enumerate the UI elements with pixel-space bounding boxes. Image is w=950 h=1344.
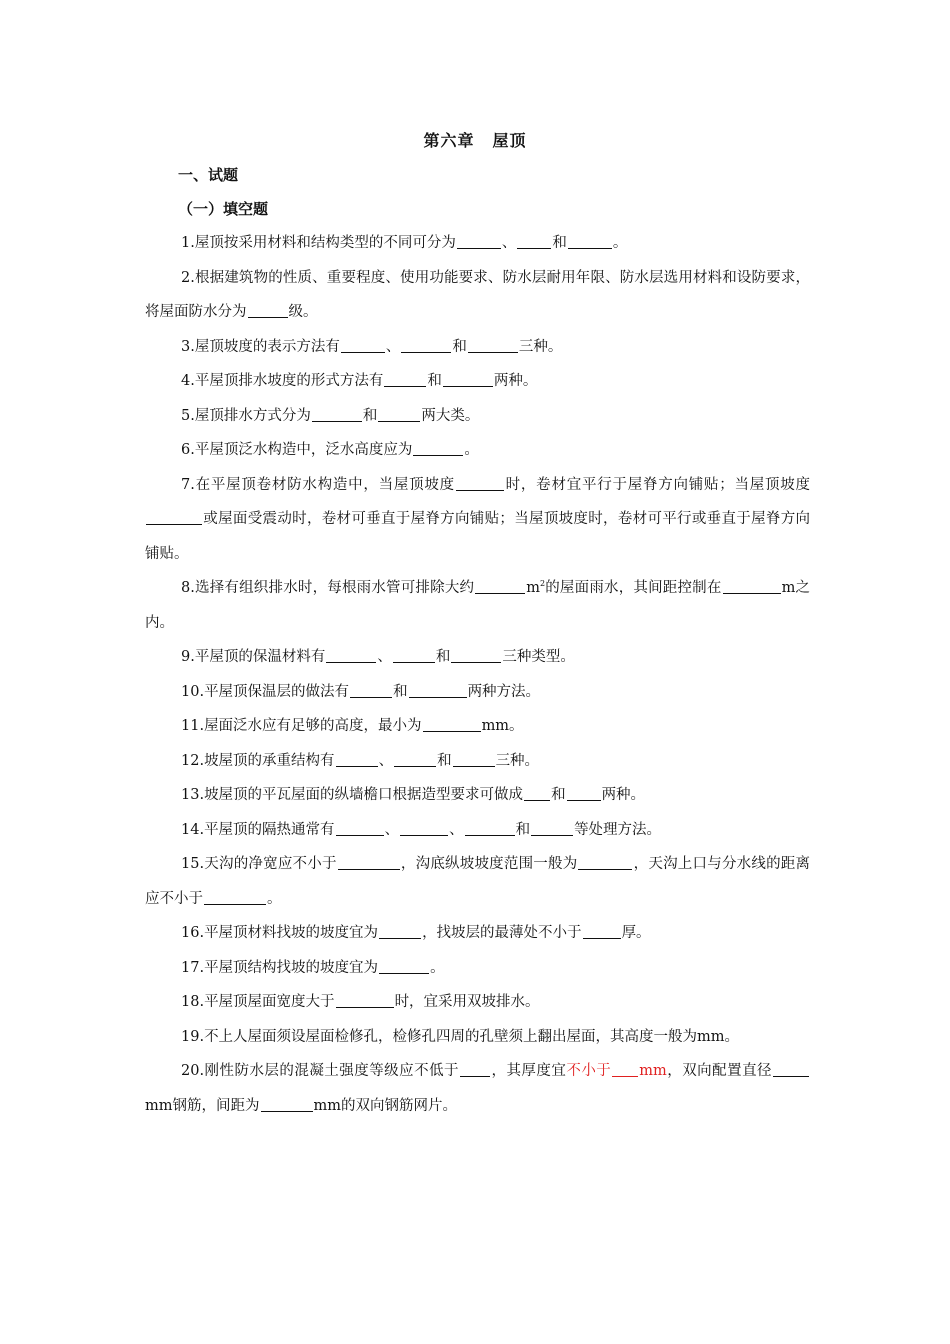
blank[interactable] (338, 855, 400, 871)
blank[interactable] (517, 234, 551, 250)
chapter-number: 第六章 (423, 131, 475, 150)
blank[interactable] (531, 820, 573, 836)
blank[interactable] (465, 820, 515, 836)
blank[interactable] (468, 337, 518, 353)
question-8: 8.选择有组织排水时，每根雨水管可排除大约 $m^2$的屋面雨水，其间距控制在 m之内。 (145, 579, 811, 631)
question-3: 3.屋顶坡度的表示方法有 、 和 三种。 (181, 338, 563, 355)
chapter-name: 屋顶 (492, 131, 527, 150)
question-18: 18.平屋顶屋面宽度大于 时，宜采用双坡排水。 (181, 994, 540, 1010)
blank[interactable] (401, 337, 451, 353)
blank[interactable] (146, 510, 202, 526)
question-10: 10.平屋顶保温层的做法有 和 两种方法。 (181, 683, 541, 700)
blank[interactable] (475, 579, 525, 595)
blank[interactable] (460, 1062, 490, 1078)
blank[interactable] (567, 786, 601, 802)
blank[interactable] (568, 234, 612, 250)
question-1: 1.屋顶按采用材料和结构类型的不同可分为 、 和 。 (181, 235, 628, 251)
blank[interactable] (394, 751, 436, 767)
blank[interactable] (393, 648, 435, 664)
question-15: 15.天沟的净宽应不小于 ，沟底纵坡坡度范围一般为 ，天沟上口与分水线的距离应不小于 。 (145, 856, 811, 907)
blank[interactable] (204, 889, 266, 905)
highlighted-text: 不小于 mm (566, 1063, 667, 1079)
question-6: 6.平屋顶泛水构造中，泛水高度应为 。 (181, 442, 479, 458)
blank[interactable] (524, 786, 550, 802)
question-9: 9.平屋顶的保温材料有 、 和 三种类型。 (181, 649, 575, 665)
blank[interactable] (413, 441, 463, 457)
blank[interactable] (248, 303, 288, 319)
blank[interactable] (336, 820, 384, 836)
question-4: 4.平屋顶排水坡度的形式方法有 和 两种。 (181, 373, 538, 389)
blank[interactable] (723, 579, 781, 595)
question-17: 17.平屋顶结构找坡的坡度宜为 。 (181, 959, 445, 976)
question-5: 5.屋顶排水方式分为 和 两大类。 (181, 407, 480, 424)
question-13: 13.坡屋顶的平瓦屋面的纵墙檐口根据造型要求可做成 和 两种。 (181, 787, 646, 803)
blank[interactable] (400, 820, 448, 836)
blank[interactable] (612, 1062, 638, 1078)
question-19: 19.不上人屋面须设屋面检修孔，检修孔四周的孔壁须上翻出屋面，其高度一般为mm。 (181, 1028, 740, 1045)
blank[interactable] (456, 475, 504, 491)
blank[interactable] (773, 1062, 809, 1078)
blank[interactable] (350, 682, 392, 698)
chapter-title (0, 128, 950, 151)
blank[interactable] (379, 924, 421, 940)
question-20: 20.刚性防水层的混凝土强度等级应不低于 ，其厚度宜不小于 mm，双向配置直径mm钢筋，间距为 mm的双向钢筋网片。 (145, 1054, 810, 1123)
blank[interactable] (583, 924, 621, 940)
question-14: 14.平屋顶的隔热通常有 、 、 和 等处理方法。 (181, 821, 662, 838)
blank[interactable] (326, 648, 376, 664)
blank[interactable] (379, 958, 429, 974)
blank[interactable] (312, 406, 362, 422)
blank[interactable] (453, 751, 495, 767)
blank[interactable] (384, 372, 426, 388)
blank[interactable] (261, 1096, 313, 1112)
question-7: 7.在平屋顶卷材防水构造中，当屋顶坡度 时，卷材宜平行于屋脊方向铺贴；当屋顶坡度或屋面受震动时，卷材可垂直于屋脊方向铺贴；当屋顶坡度时，卷材可平行或垂直于屋脊方向铺贴。 (145, 476, 811, 562)
blank[interactable] (409, 682, 467, 698)
blank[interactable] (336, 751, 378, 767)
blank[interactable] (378, 406, 420, 422)
blank[interactable] (451, 648, 501, 664)
blank[interactable] (457, 234, 501, 250)
blank[interactable] (443, 372, 493, 388)
question-list (145, 226, 810, 1123)
blank[interactable] (336, 993, 394, 1009)
blank[interactable] (578, 855, 632, 871)
subsection-heading: （一）填空题 (178, 200, 269, 218)
section-heading: 一、试题 (178, 166, 239, 184)
question-16: 16.平屋顶材料找坡的坡度宜为 ，找坡层的最薄处不小于 厚。 (181, 925, 651, 941)
question-2: 2.根据建筑物的性质、重要程度、使用功能要求、防水层耐用年限、防水层选用材料和设防要求，将屋面防水分为 级。 (145, 269, 810, 320)
blank[interactable] (341, 337, 385, 353)
question-12: 12.坡屋顶的承重结构有 、 和 三种。 (181, 752, 540, 769)
question-11: 11.屋面泛水应有足够的高度，最小为 mm。 (181, 718, 524, 734)
blank[interactable] (423, 717, 481, 733)
